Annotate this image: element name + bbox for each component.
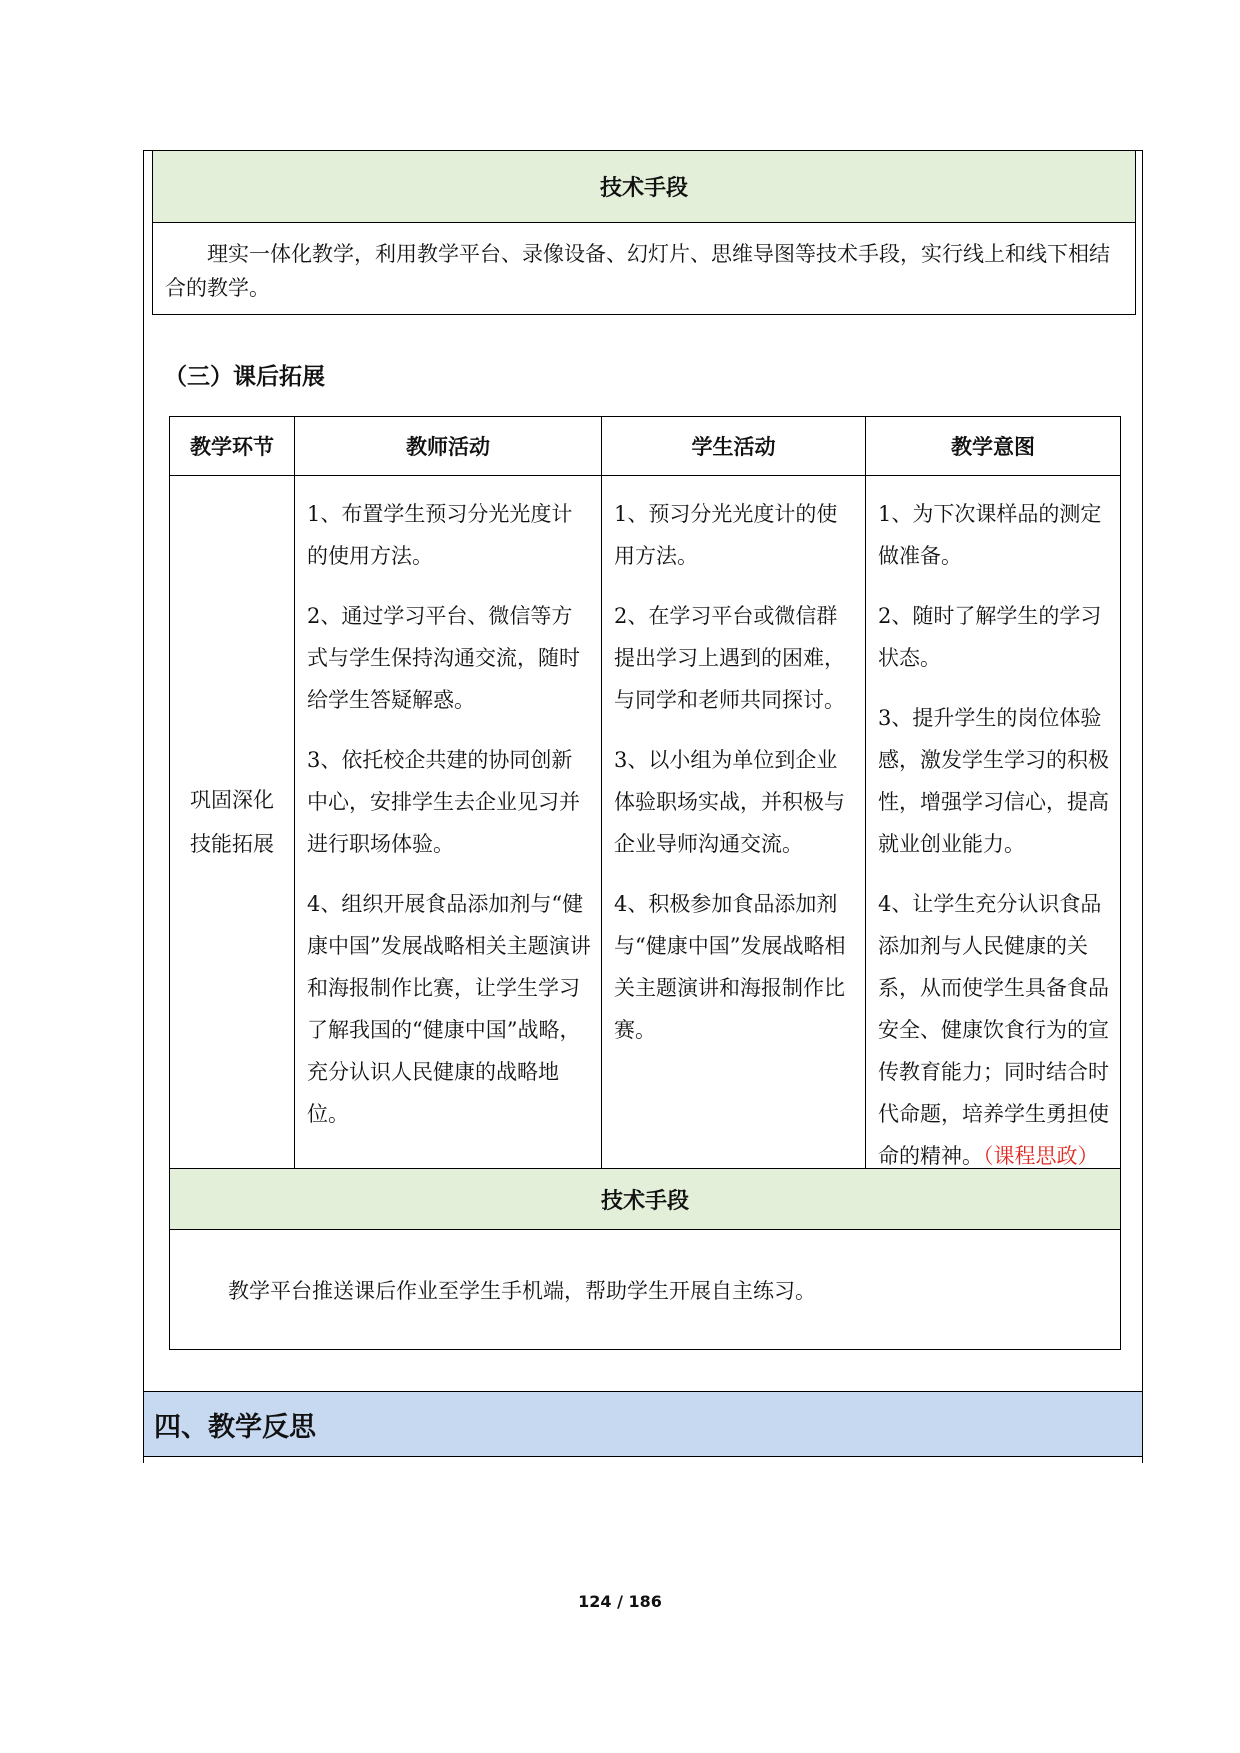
student-item: 4、积极参加食品添加剂与“健康中国”发展战略相关主题演讲和海报制作比赛。 <box>614 892 846 1042</box>
teacher-item: 4、组织开展食品添加剂与“健康中国”发展战略相关主题演讲和海报制作比赛，让学生学习了解我国的“健康中国”战略，充分认识人民健康的战略地位。 <box>307 892 591 1126</box>
teacher-item: 1、布置学生预习分光光度计的使用方法。 <box>307 502 573 568</box>
header-stage: 教学环节 <box>170 417 295 476</box>
tech-means-title: 技术手段 <box>153 151 1135 223</box>
stage-line: 技能拓展 <box>190 832 274 856</box>
intent-item-last <box>878 883 1113 1177</box>
intent-item: 2、随时了解学生的学习状态。 <box>878 604 1102 670</box>
stage-cell <box>170 476 295 1169</box>
intent-last-text: 4、让学生充分认识食品添加剂与人民健康的关系，从而使学生具备食品安全、健康饮食行为的宣传教育能力；同时结合时代命题，培养学生勇担使命的精神。 <box>878 892 1109 1168</box>
header-teacher: 教师活动 <box>295 417 602 476</box>
teacher-cell <box>295 476 602 1169</box>
student-cell <box>602 476 866 1169</box>
tech-means-body: 理实一体化教学，利用教学平台、录像设备、幻灯片、思维导图等技术手段，实行线上和线下相结合的教学。 <box>165 242 1110 300</box>
tech-means-title-bottom: 技术手段 <box>170 1169 1121 1230</box>
teacher-item: 3、依托校企共建的协同创新中心，安排学生去企业见习并进行职场体验。 <box>307 748 580 856</box>
tech-means-body-bottom: 教学平台推送课后作业至学生手机端，帮助学生开展自主练习。 <box>170 1230 1121 1350</box>
student-item: 1、预习分光光度计的使用方法。 <box>614 502 838 568</box>
section-four-title: 四、教学反思 <box>143 1391 1143 1457</box>
page-number: 124 / 186 <box>578 1592 662 1611</box>
header-intent: 教学意图 <box>866 417 1121 476</box>
teacher-item: 2、通过学习平台、微信等方式与学生保持沟通交流，随时给学生答疑解惑。 <box>307 604 580 712</box>
intent-item: 3、提升学生的岗位体验感，激发学生学习的积极性，增强学习信心，提高就业创业能力。 <box>878 706 1109 856</box>
table-row <box>170 476 1121 1169</box>
intent-cell <box>866 476 1121 1169</box>
stage-line: 巩固深化 <box>190 788 274 812</box>
section-three-title: （三）课后拓展 <box>164 364 325 390</box>
intent-item: 1、为下次课样品的测定做准备。 <box>878 502 1102 568</box>
tech-means-box-top <box>152 150 1136 315</box>
tech-means-header-row <box>170 1169 1121 1230</box>
student-item: 2、在学习平台或微信群提出学习上遇到的困难，与同学和老师共同探讨。 <box>614 604 845 712</box>
after-class-table <box>169 416 1121 1350</box>
ideology-tag: （课程思政） <box>983 1144 1099 1168</box>
student-item: 3、以小组为单位到企业体验职场实战，并积极与企业导师沟通交流。 <box>614 748 845 856</box>
header-student: 学生活动 <box>602 417 866 476</box>
table-header-row <box>170 417 1121 476</box>
tech-means-body-row <box>170 1230 1121 1350</box>
